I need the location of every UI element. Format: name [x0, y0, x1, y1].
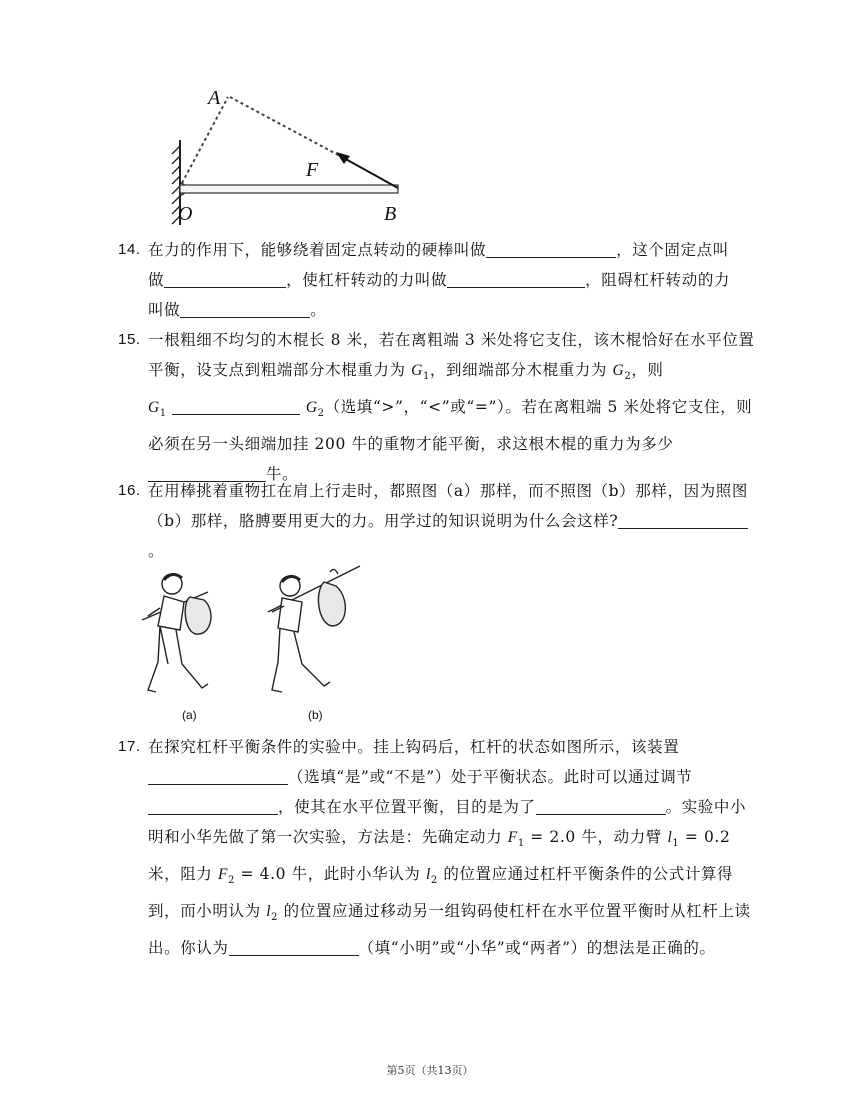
q15-text-5: 牛。: [266, 465, 299, 484]
lever-force-figure: [150, 80, 420, 230]
symbol-f: F: [507, 829, 518, 846]
subscript: 2: [317, 408, 325, 420]
q17-text-8: 的位置应通过杠杆平衡条件的公式计算得到，而小明认为: [148, 865, 734, 921]
subscript: 2: [228, 875, 235, 887]
answer-blank[interactable]: [148, 766, 288, 785]
question-number: 17.: [118, 738, 141, 755]
q14-text-5: ，阻碍杠杆转动的力: [585, 271, 731, 289]
question-number: 14.: [118, 241, 141, 258]
subscript: 1: [159, 408, 167, 420]
q15-text-4: （选填“>”，“<”或“=”）。若在离粗端 5 米处将它支住，则必须在另一头细端加挂 200 牛的重物才能平衡，求这根木棍的重力为多少: [148, 398, 753, 454]
q15-text-2: ，到细端部分木棍重力为: [429, 361, 613, 379]
q15-text-3: ，则: [631, 361, 664, 379]
q16-text-1: 在用棒挑着重物扛在肩上行走时，都照图（a）那样，而不照图（b）那样，因为照图（b）那样，胳膊要用更大的力。用学过的知识说明为什么会这样?: [148, 482, 748, 530]
answer-blank[interactable]: [447, 269, 585, 288]
symbol-g: G: [305, 399, 318, 417]
q14-text-2: ，这个固定点叫: [616, 241, 729, 259]
q17-text-2: （选填“是”或“不是”）处于平衡状态。此时可以通过调节: [288, 768, 693, 786]
page-footer: 第5页（共13页）: [386, 1064, 474, 1077]
label-a: A: [208, 87, 221, 109]
symbol-l: l: [667, 829, 673, 846]
subscript: 1: [422, 371, 430, 383]
symbol-l: l: [266, 903, 272, 921]
carrying-load-figure: [138, 562, 368, 724]
symbol-g: G: [612, 362, 625, 379]
subscript: 2: [271, 912, 279, 924]
answer-blank[interactable]: [618, 510, 748, 529]
answer-blank[interactable]: [229, 937, 359, 956]
q14-text-4: ，使杠杆转动的力叫做: [286, 271, 448, 289]
label-f: F: [306, 159, 319, 181]
q17-text-5: 牛，动力臂: [575, 828, 668, 846]
q17-text-10: （填“小明”或“小华”或“两者”）的想法是正确的。: [358, 939, 716, 958]
q17-text-3: ，使其在水平位置平衡，目的是为了: [278, 798, 536, 816]
q15-text-1: 一根粗细不均匀的木棍长 8 米，若在离粗端 3 米处将它支住，该木棍恰好在水平位置平衡，设支点到粗端部分木棍重力为: [148, 331, 755, 379]
caption-a: (a): [182, 708, 197, 722]
question-15: [118, 325, 758, 489]
answer-blank[interactable]: [172, 396, 300, 415]
q17-text-6: 米，阻力: [148, 865, 218, 884]
symbol-f: F: [217, 866, 229, 884]
q17-text-7: 牛，此时小华认为: [286, 865, 426, 884]
q14-text-1: 在力的作用下，能够绕着固定点转动的硬棒叫做: [148, 241, 487, 259]
label-b: B: [384, 203, 397, 225]
symbol-g: G: [411, 362, 423, 379]
q14-text-6: 叫做: [148, 301, 181, 319]
question-17: [118, 732, 758, 963]
symbol-l: l: [425, 866, 431, 884]
answer-blank[interactable]: [148, 796, 278, 815]
question-number: 16.: [118, 482, 141, 499]
subscript: 2: [624, 371, 632, 383]
answer-blank[interactable]: [486, 239, 616, 258]
f2-value: = 4.0: [234, 865, 287, 884]
l1-value: = 0.2: [679, 828, 731, 846]
symbol-g: G: [148, 399, 160, 417]
q17-text-4: 。实验中小明和小华先做了第一次实验，方法是：先确定动力: [148, 798, 747, 846]
q16-text-2: 。: [148, 542, 165, 560]
question-16: [118, 476, 758, 566]
answer-blank[interactable]: [164, 269, 286, 288]
q17-text-9: 的位置应通过移动另一组钩码使杠杆在水平位置平衡时从杠杆上读出。你认为: [148, 902, 751, 958]
answer-blank[interactable]: [536, 796, 666, 815]
subscript: 1: [517, 838, 525, 850]
question-number: 15.: [118, 331, 141, 348]
f1-value: = 2.0: [524, 828, 576, 846]
label-o: O: [178, 203, 193, 225]
subscript: 1: [672, 838, 680, 850]
subscript: 2: [430, 875, 438, 887]
answer-blank[interactable]: [180, 299, 310, 318]
q17-text-1: 在探究杠杆平衡条件的实验中。挂上钩码后，杠杆的状态如图所示，该装置: [148, 738, 680, 756]
q14-text-7: 。: [310, 301, 327, 319]
caption-b: (b): [308, 708, 323, 722]
q14-text-3: 做: [148, 271, 165, 289]
question-14: [118, 235, 758, 325]
